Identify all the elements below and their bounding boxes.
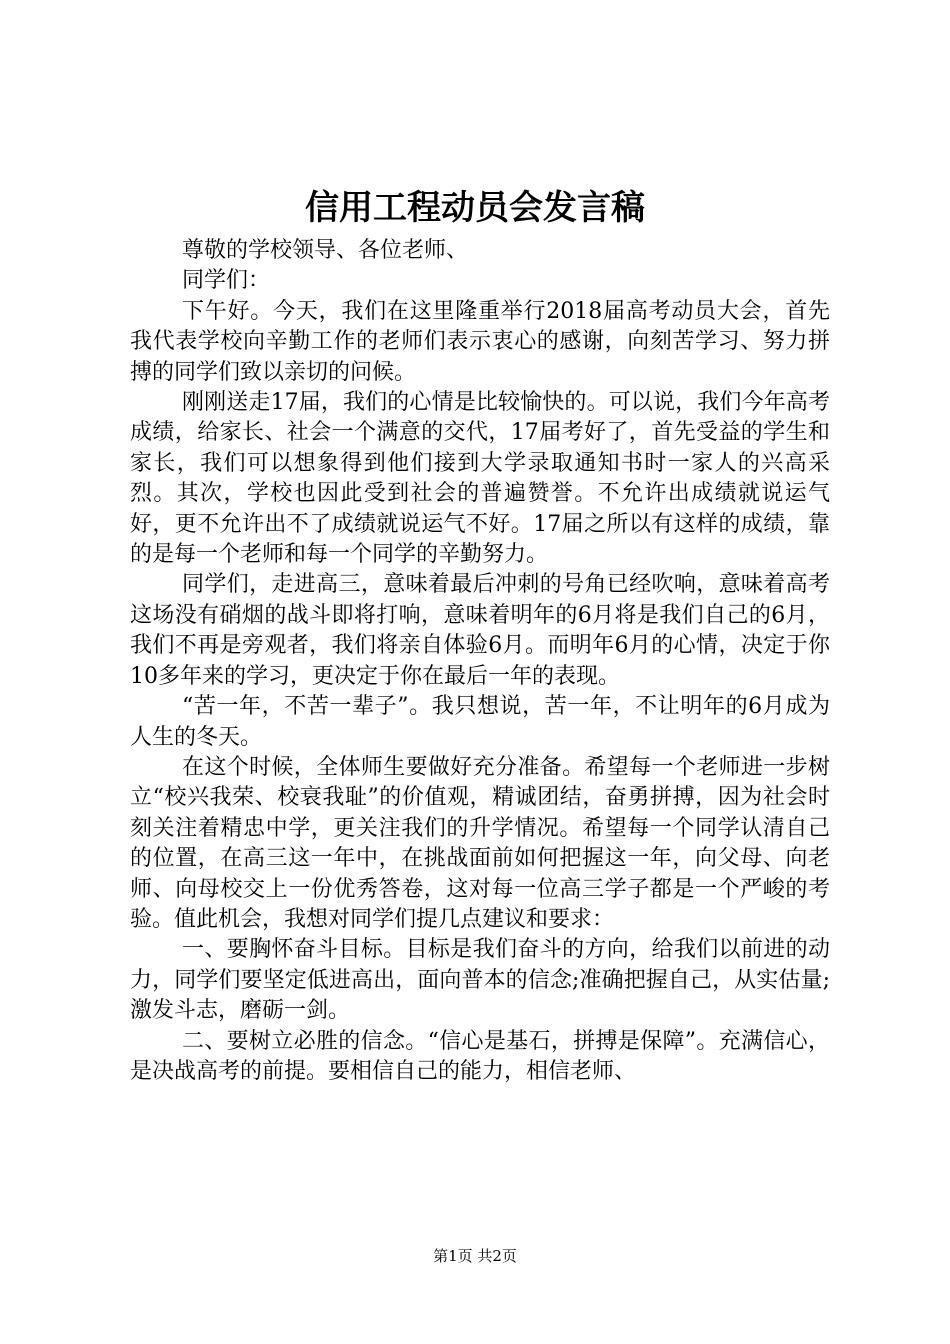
document-title: 信用工程动员会发言稿 xyxy=(305,188,645,228)
paragraph: 一、要胸怀奋斗目标。目标是我们奋斗的方向，给我们以前进的动力，同学们要坚定低进高出，面向普本的信念;准确把握自己，从实估量;激发斗志，磨砺一剑。 xyxy=(130,937,830,1024)
paragraph-salutation-students: 同学们： xyxy=(182,268,271,294)
paragraph-salutation: 尊敬的学校领导、各位老师、 xyxy=(182,238,469,263)
document-body xyxy=(130,236,830,1087)
paragraph: 二、要树立必胜的信念。“信心是基石，拼搏是保障”。充满信心，是决战高考的前提。要相信自己的能力，相信老师、 xyxy=(130,1028,830,1084)
paragraph: “苦一年，不苦一辈子”。我只想说，苦一年，不让明年的6月成为人生的冬天。 xyxy=(130,694,830,750)
paragraph: 刚刚送走17届，我们的心情是比较愉快的。可以说，我们今年高考成绩，给家长、社会一个满意的交代，17届考好了，首先受益的学生和家长，我们可以想象得到他们接到大学录取通知书时一家人的兴高采烈。其次，学校也因此受到社会的普遍赞誉。不允许出成绩就说运气好，更不允许出不了成绩就说运气不好。17届之所以有这样的成绩，靠的是每一个老师和每一个同学的辛勤努力。 xyxy=(130,390,830,568)
paragraph: 下午好。今天，我们在这里隆重举行2018届高考动员大会，首先我代表学校向辛勤工作的老师们表示衷心的感谢，向刻苦学习、努力拼搏的同学们致以亲切的问候。 xyxy=(130,298,830,385)
page-number-footer: 第1页 共2页 xyxy=(433,1247,517,1265)
paragraph: 同学们，走进高三，意味着最后冲刺的号角已经吹响，意味着高考这场没有硝烟的战斗即将打响，意味着明年的6月将是我们自己的6月，我们不再是旁观者，我们将亲自体验6月。而明年6月的心情，决定于你10多年来的学习，更决定于你在最后一年的表现。 xyxy=(130,572,830,689)
paragraph: 在这个时候，全体师生要做好充分准备。希望每一个老师进一步树立“校兴我荣、校衰我耻”的价值观，精诚团结，奋勇拼搏，因为社会时刻关注着精忠中学，更关注我们的升学情况。希望每一个同学认清自己的位置，在高三这一年中，在挑战面前如何把握这一年，向父母、向老师、向母校交上一份优秀答卷，这对每一位高三学子都是一个严峻的考验。值此机会，我想对同学们提几点建议和要求： xyxy=(130,754,830,932)
